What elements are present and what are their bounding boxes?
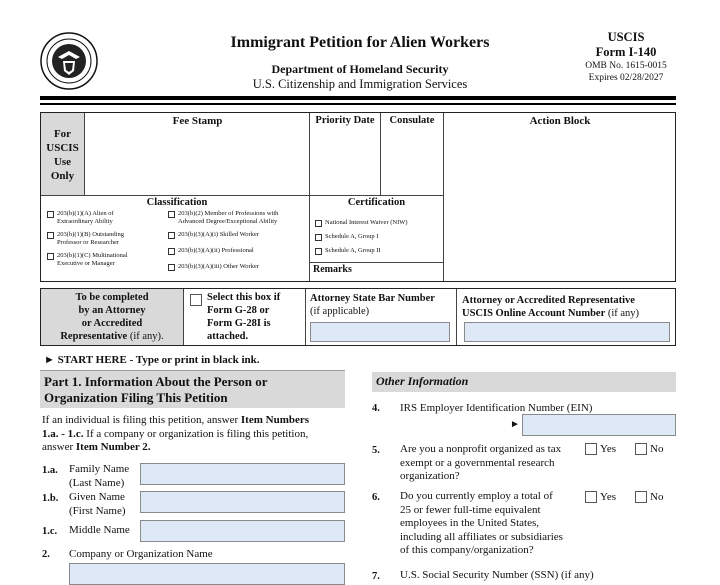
bar-number-sub: (if applicable) — [310, 306, 370, 317]
ssn-label: U.S. Social Security Number (SSN) (if any) — [400, 569, 594, 581]
certification-option[interactable] — [315, 219, 443, 227]
bar-number-title: Attorney State Bar Number — [310, 293, 435, 304]
question-line: of this company/organization? — [400, 544, 534, 556]
label-line: Given Name — [69, 491, 125, 503]
remarks-label: Remarks — [313, 264, 352, 275]
option-line: Schedule A, Group II — [325, 247, 381, 254]
g28-label — [207, 291, 305, 343]
checkbox[interactable] — [47, 253, 54, 260]
ein-input[interactable] — [522, 414, 676, 436]
form-identifier — [578, 30, 674, 84]
option-line: 203(b)(1)(C) Multinational — [57, 252, 128, 259]
instr-bold: Item Number 2. — [75, 441, 151, 453]
part1-title-line: Part 1. Information About the Person or — [44, 374, 268, 389]
attorney-instructions — [41, 289, 184, 345]
agency-code: USCIS — [607, 30, 645, 44]
option-line: Advanced Degree/Exceptional Ability — [178, 218, 278, 225]
instr-text: answer — [42, 441, 76, 453]
g28-line: Select this box if — [207, 292, 281, 303]
part1-heading — [40, 370, 345, 408]
account-line-suffix: (if any) — [605, 308, 640, 319]
employees-question — [400, 490, 590, 558]
question-line: including all affiliates or subsidiaries — [400, 530, 563, 543]
no-label: No — [650, 443, 664, 455]
option-line: 203(b)(1)(A) Alien of — [57, 210, 114, 217]
item-number: 4. — [372, 403, 380, 414]
label-line: (First Name) — [69, 504, 126, 517]
checkbox[interactable] — [47, 232, 54, 239]
classification-option[interactable] — [168, 210, 308, 226]
option-line: 203(b)(3)(A)(iii) Other Worker — [178, 263, 259, 270]
classification-option[interactable] — [168, 263, 308, 271]
attorney-line — [41, 330, 183, 343]
question-line: 25 or fewer full-time equivalent — [400, 503, 541, 516]
question-line: Are you a nonprofit organized as tax — [400, 443, 562, 455]
certification-title: Certification — [347, 197, 406, 208]
employees-no-checkbox[interactable] — [635, 491, 647, 503]
classification-option[interactable] — [47, 252, 167, 268]
classification-title: Classification — [146, 197, 208, 208]
header-rule-thin — [40, 103, 676, 105]
account-number-title — [462, 294, 674, 320]
checkbox[interactable] — [47, 211, 54, 218]
certification-option[interactable] — [315, 233, 443, 241]
checkbox[interactable] — [168, 248, 175, 255]
checkbox[interactable] — [315, 220, 322, 227]
header-rule-thick — [40, 96, 676, 100]
classification-option[interactable] — [168, 247, 308, 255]
item-number: 1.c. — [42, 526, 58, 537]
fee-stamp-label: Fee Stamp — [172, 115, 223, 127]
middle-name-label: Middle Name — [69, 524, 130, 536]
family-name-label — [69, 463, 129, 490]
checkbox[interactable] — [168, 264, 175, 271]
instr-text: If an individual is filing this petition, answer — [42, 414, 241, 426]
employees-yes-checkbox[interactable] — [585, 491, 597, 503]
classification-right-col — [168, 210, 308, 271]
g28-line: Form G-28I is — [207, 318, 271, 329]
for-uscis-line: For — [53, 128, 72, 140]
label-line: (Last Name) — [69, 476, 125, 489]
grid-line — [305, 289, 306, 345]
certification-col — [315, 219, 443, 255]
classification-left-col — [47, 210, 167, 268]
account-line — [462, 307, 674, 320]
g28-checkbox[interactable] — [190, 294, 202, 306]
action-block-label: Action Block — [529, 115, 591, 127]
classification-option[interactable] — [168, 231, 308, 239]
grid-line — [41, 195, 85, 196]
yes-label: Yes — [600, 491, 617, 503]
attorney-line-suffix: (if any). — [127, 331, 164, 342]
other-information-heading: Other Information — [372, 372, 676, 392]
question-line: Do you currently employ a total of — [400, 490, 553, 502]
form-number: Form I-140 — [595, 45, 657, 59]
certification-option[interactable] — [315, 247, 443, 255]
attorney-line-bold: Representative — [60, 331, 128, 342]
g28-line: Form G-28 or — [207, 305, 270, 316]
item-number: 2. — [42, 549, 50, 560]
yes-label: Yes — [600, 443, 617, 455]
company-name-input[interactable] — [69, 563, 345, 585]
attorney-line: by an Attorney — [78, 305, 146, 316]
option-line: Extraordinary Ability — [57, 218, 113, 225]
instr-bold: 1.a. - 1.c. — [42, 427, 84, 440]
bar-number-input[interactable] — [310, 322, 450, 342]
nonprofit-no-checkbox[interactable] — [635, 443, 647, 455]
form-title: Immigrant Petition for Alien Workers — [230, 34, 490, 51]
company-name-label: Company or Organization Name — [69, 548, 213, 560]
middle-name-input[interactable] — [140, 520, 345, 542]
given-name-input[interactable] — [140, 491, 345, 513]
g28-line: attached. — [207, 331, 249, 342]
instr-text: If a company or organization is filing this petition, — [83, 427, 309, 440]
checkbox[interactable] — [315, 234, 322, 241]
item-number: 6. — [372, 492, 380, 503]
item-number: 1.a. — [42, 465, 58, 476]
option-line: 203(b)(3)(A)(i) Skilled Worker — [178, 231, 259, 238]
option-line: National Interest Waiver (NIW) — [325, 219, 408, 226]
part1-title-line: Organization Filing This Petition — [44, 390, 228, 405]
classification-option[interactable] — [47, 231, 167, 247]
item-number: 5. — [372, 445, 380, 456]
department-name: Department of Homeland Security — [271, 62, 449, 76]
dhs-seal-logo — [40, 32, 98, 90]
start-here-text: START HERE - Type or print in black ink. — [57, 354, 260, 366]
omb-number: OMB No. 1615-0015 — [585, 61, 667, 71]
for-uscis-line: Only — [50, 170, 75, 182]
nonprofit-yes-checkbox[interactable] — [585, 443, 597, 455]
account-line-bold: USCIS Online Account Number — [462, 308, 606, 319]
option-line: 203(b)(2) Member of Professions with — [178, 210, 279, 217]
family-name-input[interactable] — [140, 463, 345, 485]
agency-name: U.S. Citizenship and Immigration Services — [252, 77, 468, 91]
grid-line — [456, 289, 457, 345]
checkbox[interactable] — [168, 211, 175, 218]
for-uscis-use-only-label — [41, 113, 85, 195]
start-here-instruction: ► START HERE - Type or print in black ink. — [44, 354, 260, 366]
grid-line — [85, 195, 443, 196]
option-line: Schedule A, Group I — [325, 233, 379, 240]
account-number-input[interactable] — [464, 322, 670, 342]
nonprofit-question — [400, 443, 585, 484]
instr-bold: Item Numbers — [240, 414, 310, 426]
attorney-line: or Accredited — [81, 318, 143, 329]
item-number: 1.b. — [42, 493, 59, 504]
consulate-label: Consulate — [389, 115, 435, 126]
grid-line — [443, 113, 444, 281]
option-line: Executive or Manager — [57, 260, 115, 267]
grid-line — [309, 262, 443, 263]
arrow-icon: ► — [510, 419, 520, 430]
option-line: 203(b)(1)(B) Outstanding — [57, 231, 124, 238]
ein-label: IRS Employer Identification Number (EIN) — [400, 402, 593, 414]
question-line: organization? — [400, 470, 460, 482]
part1-instructions — [42, 414, 347, 455]
option-line: 203(b)(3)(A)(ii) Professional — [178, 247, 254, 254]
label-line: Family Name — [69, 463, 130, 475]
checkbox[interactable] — [168, 232, 175, 239]
for-uscis-line: Use — [53, 156, 72, 168]
option-line: Professor or Researcher — [57, 239, 120, 246]
priority-date-label: Priority Date — [315, 115, 375, 126]
question-line: employees in the United States, — [400, 517, 539, 529]
checkbox[interactable] — [315, 248, 322, 255]
no-label: No — [650, 491, 664, 503]
expiration-date: Expires 02/28/2027 — [588, 73, 664, 83]
for-uscis-line: USCIS — [46, 142, 79, 154]
item-number: 7. — [372, 571, 380, 582]
account-line: Attorney or Accredited Representative — [462, 295, 635, 306]
question-line: exempt or a governmental research — [400, 456, 555, 469]
attorney-line: To be completed — [75, 292, 149, 303]
given-name-label — [69, 491, 126, 518]
classification-option[interactable] — [47, 210, 167, 226]
